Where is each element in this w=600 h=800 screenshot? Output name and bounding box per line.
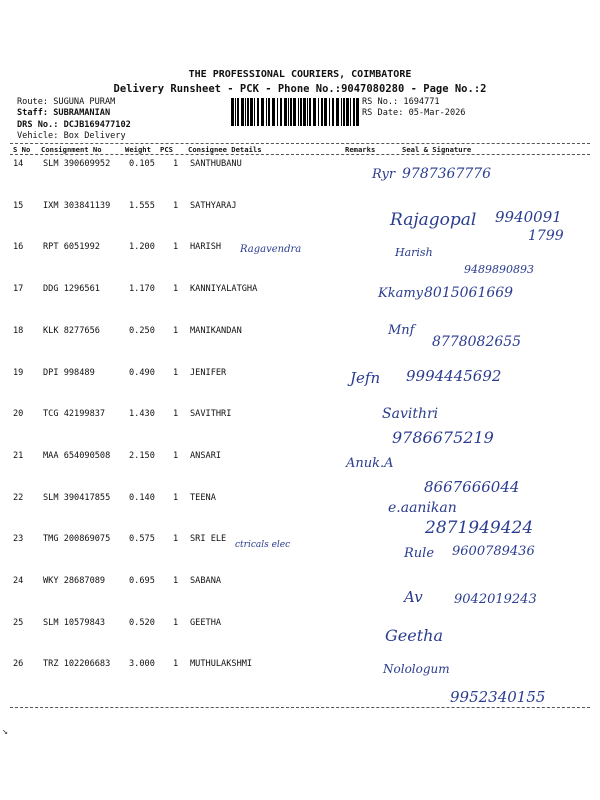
row-consignment: RPT 6051992 <box>43 242 100 252</box>
row-consignee: JENIFER <box>190 368 227 378</box>
handwritten-note: Ragavendra <box>240 244 302 255</box>
row-sno: 21 <box>13 451 24 461</box>
row-consignee: KANNIYALATGHA <box>190 284 258 294</box>
row-weight: 0.105 <box>129 159 155 169</box>
handwritten-phone: 8778082655 <box>432 334 522 350</box>
divider <box>10 143 590 144</box>
handwritten-phone: 9940091 <box>495 208 562 226</box>
row-pcs: 1 <box>173 242 179 252</box>
row-sno: 25 <box>13 618 24 628</box>
row-consignment: TMG 200869075 <box>43 534 111 544</box>
row-consignment: SLM 390417855 <box>43 493 111 503</box>
handwritten-phone: 9786675219 <box>392 428 494 447</box>
col-seal: Seal & Signature <box>402 145 472 154</box>
handwritten-name: Geetha <box>385 626 443 645</box>
row-sno: 22 <box>13 493 24 503</box>
handwritten-phone: 2871949424 <box>425 518 534 538</box>
handwritten-phone: 8015061669 <box>424 285 514 301</box>
col-weight: Weight <box>125 145 151 154</box>
row-weight: 0.575 <box>129 534 155 544</box>
signature-scribble: Anuk.A <box>346 456 394 471</box>
divider <box>10 707 590 708</box>
signature-scribble: e.aanikan <box>388 500 457 516</box>
row-consignee: SABANA <box>190 576 222 586</box>
row-consignee: HARISH <box>190 242 222 252</box>
signature-scribble: Mnf <box>388 323 415 338</box>
drs-label: DRS No.: DCJB169477102 <box>17 120 131 130</box>
row-sno: 24 <box>13 576 24 586</box>
barcode-icon <box>231 98 359 126</box>
signature-scribble: Av <box>404 588 423 606</box>
row-weight: 2.150 <box>129 451 155 461</box>
handwritten-phone: 8667666044 <box>424 478 520 496</box>
row-sno: 19 <box>13 368 24 378</box>
row-weight: 0.695 <box>129 576 155 586</box>
runsheet-subtitle: Delivery Runsheet - PCK - Phone No.:9047080280 - Page No.:2 <box>113 83 487 95</box>
row-pcs: 1 <box>173 159 179 169</box>
row-consignment: IXM 303841139 <box>43 201 111 211</box>
row-pcs: 1 <box>173 534 179 544</box>
handwritten-phone: 9952340155 <box>450 688 546 706</box>
row-sno: 18 <box>13 326 24 336</box>
row-sno: 20 <box>13 409 24 419</box>
handwritten-phone: 9787367776 <box>402 166 492 182</box>
row-consignee: SRI ELE <box>190 534 227 544</box>
row-consignee: GEETHA <box>190 618 222 628</box>
route-label: Route: SUGUNA PURAM <box>17 97 116 107</box>
handwritten-phone: 9600789436 <box>452 544 535 559</box>
staff-label: Staff: SUBRAMANIAN <box>17 108 111 118</box>
row-weight: 1.170 <box>129 284 155 294</box>
row-consignee: MANIKANDAN <box>190 326 242 336</box>
row-consignee: MUTHULAKSHMI <box>190 659 253 669</box>
rs-date: RS Date: 05-Mar-2026 <box>362 108 466 118</box>
signature-scribble: Rajagopal <box>390 210 477 230</box>
row-consignment: MAA 654090508 <box>43 451 111 461</box>
row-consignee: SANTHUBANU <box>190 159 242 169</box>
signature-scribble: Rule <box>404 546 435 561</box>
row-pcs: 1 <box>173 493 179 503</box>
row-pcs: 1 <box>173 326 179 336</box>
row-sno: 17 <box>13 284 24 294</box>
signature-scribble: Ryr <box>372 167 396 182</box>
corner-mark: ↘ <box>2 726 9 737</box>
row-sno: 14 <box>13 159 24 169</box>
row-pcs: 1 <box>173 368 179 378</box>
handwritten-phone: 1799 <box>528 228 564 244</box>
row-pcs: 1 <box>173 284 179 294</box>
row-consignee: SAVITHRI <box>190 409 232 419</box>
vehicle-label: Vehicle: Box Delivery <box>17 131 126 141</box>
row-consignment: SLM 10579843 <box>43 618 106 628</box>
handwritten-name: Savithri <box>382 406 439 422</box>
row-consignment: TRZ 102206683 <box>43 659 111 669</box>
signature-scribble: Jefn <box>350 369 381 387</box>
row-weight: 3.000 <box>129 659 155 669</box>
row-pcs: 1 <box>173 576 179 586</box>
handwritten-phone: 9042019243 <box>454 592 537 607</box>
col-pcs: PCS <box>160 145 173 154</box>
row-sno: 26 <box>13 659 24 669</box>
row-consignee: SATHYARAJ <box>190 201 237 211</box>
handwritten-phone: 9489890893 <box>464 263 534 276</box>
row-weight: 0.250 <box>129 326 155 336</box>
row-weight: 0.140 <box>129 493 155 503</box>
handwritten-note: ctricals elec <box>235 540 291 550</box>
row-consignment: TCG 42199837 <box>43 409 106 419</box>
row-consignment: DDG 1296561 <box>43 284 100 294</box>
handwritten-phone: 9994445692 <box>406 367 502 385</box>
signature-scribble: Harish <box>395 246 433 259</box>
col-consignment: Consignment No <box>41 145 102 154</box>
row-sno: 15 <box>13 201 24 211</box>
signature-scribble: Kkamy <box>378 286 424 301</box>
row-consignment: DPI 998489 <box>43 368 95 378</box>
col-sno: S No <box>13 145 31 154</box>
rs-number: RS No.: 1694771 <box>362 97 440 107</box>
row-weight: 1.200 <box>129 242 155 252</box>
row-pcs: 1 <box>173 409 179 419</box>
row-pcs: 1 <box>173 618 179 628</box>
row-consignee: TEENA <box>190 493 216 503</box>
company-title: THE PROFESSIONAL COURIERS, COIMBATORE <box>188 69 412 80</box>
col-remarks: Remarks <box>345 145 376 154</box>
row-weight: 0.520 <box>129 618 155 628</box>
row-consignment: WKY 28687089 <box>43 576 106 586</box>
row-pcs: 1 <box>173 659 179 669</box>
row-weight: 1.430 <box>129 409 155 419</box>
col-details: Consignee Details <box>188 145 262 154</box>
row-weight: 0.490 <box>129 368 155 378</box>
row-consignment: SLM 390609952 <box>43 159 111 169</box>
signature-scribble: Nolologum <box>383 662 450 676</box>
divider <box>10 154 590 155</box>
row-consignee: ANSARI <box>190 451 222 461</box>
row-pcs: 1 <box>173 451 179 461</box>
row-consignment: KLK 8277656 <box>43 326 100 336</box>
row-sno: 16 <box>13 242 24 252</box>
row-sno: 23 <box>13 534 24 544</box>
row-pcs: 1 <box>173 201 179 211</box>
row-weight: 1.555 <box>129 201 155 211</box>
